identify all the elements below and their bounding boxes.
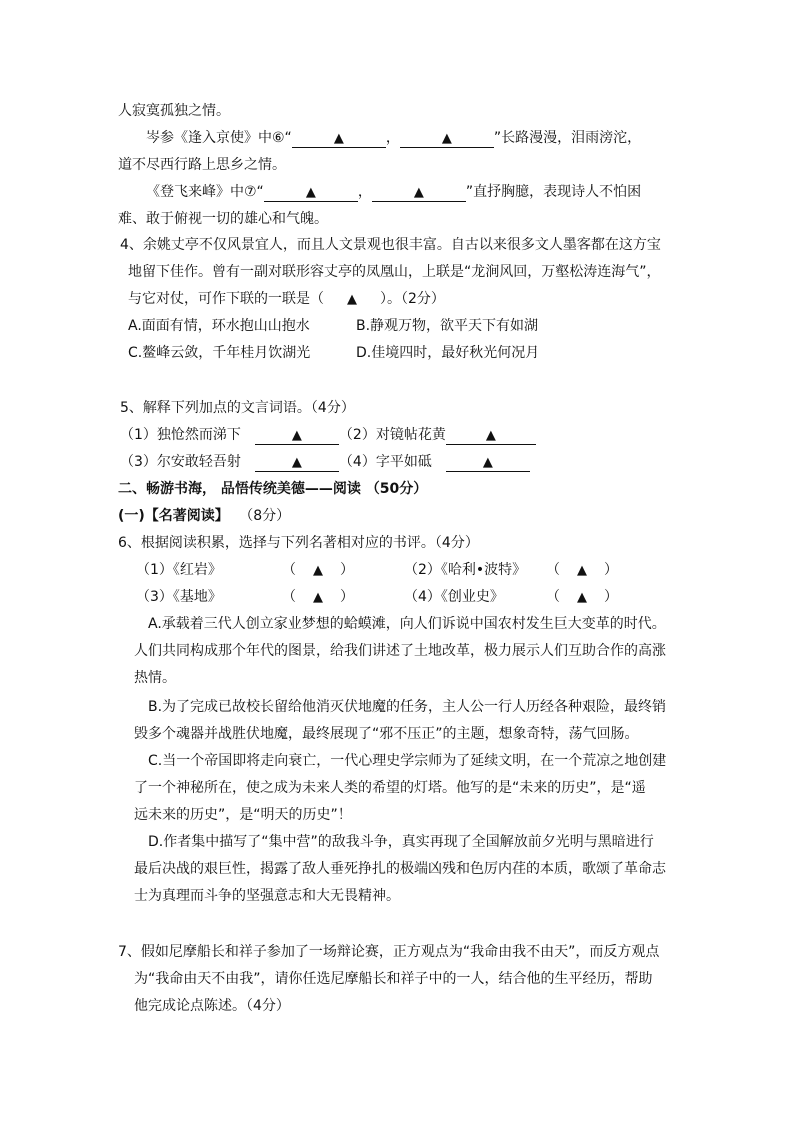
q4-option-b: B.静观万物，欲平天下有如湖: [356, 318, 539, 334]
paren-right: ）: [604, 562, 618, 578]
q4-option-a: A.面面有情，环水抱山山抱水: [128, 318, 310, 334]
q6-review-b-line1: B.为了完成已故校长留给他消灭伏地魔的任务，主人公一行人历经各种艰险，最终销: [148, 699, 667, 715]
triangle-marker-icon: ▲: [413, 185, 424, 200]
q3-dfl-line1: [146, 182, 641, 202]
q6-answer-1[interactable]: [282, 560, 354, 581]
q5-item-1: （1）独怆然而涕下: [120, 427, 241, 443]
triangle-marker-icon: ▲: [313, 590, 323, 605]
q6-answer-2[interactable]: [546, 560, 618, 581]
q6-review-a-line3: 热情。: [134, 670, 176, 686]
q6-book-4: （4）《创业史》: [404, 589, 504, 605]
q6-review-c-line2: 了一个神秘所在，使之成为未来人类的希望的灯塔。他写的是“未来的历史”，是“遥: [134, 780, 646, 796]
q6-review-c-line1: C.当一个帝国即将走向衰亡，一代心理史学宗师为了延续文明，在一个荒凉之地创建: [148, 753, 667, 769]
q5-blank-2[interactable]: [446, 427, 536, 445]
q7-line1: 7、假如尼摩船长和祥子参加了一场辩论赛，正方观点为“我命由我不由天”，而反方观点: [118, 944, 660, 960]
triangle-marker-icon: ▲: [291, 428, 302, 443]
subsection-1-heading: [118, 506, 290, 526]
q4-line1: 4、余姚丈亭不仅风景宜人，而且人文景观也很丰富。自古以来很多文人墨客都在这方宝: [120, 237, 661, 253]
q6-review-d-line2: 最后决战的艰巨性，揭露了敌人垂死挣扎的极端凶残和色厉内荏的本质，歌颂了革命志: [134, 861, 666, 877]
q6-answer-4[interactable]: [546, 587, 618, 608]
paren-right: ）: [340, 589, 354, 605]
q3-tail: 人寂寞孤独之情。: [118, 103, 230, 119]
paren-right: ）: [340, 562, 354, 578]
q6-answer-3[interactable]: [282, 587, 354, 608]
q6-review-a-line1: A.承载着三代人创立家业梦想的蛤蟆滩，向人们诉说中国农村发生巨大变革的时代。: [148, 616, 666, 632]
q5-blank-3[interactable]: [255, 454, 339, 472]
q5-row1: [120, 425, 536, 445]
q4-line3: [128, 289, 445, 310]
q3-dfl-post: ”直抒胸臆，表现诗人不怕困: [465, 184, 642, 200]
triangle-marker-icon: ▲: [577, 563, 587, 578]
q7-line2: 为“我命由天不由我”，请你任选尼摩船长和祥子中的一人，结合他的生平经历，帮助: [134, 971, 653, 987]
triangle-marker-icon: ▲: [313, 563, 323, 578]
q6-book-3: （3）《基地》: [136, 589, 222, 605]
q3-dfl-sep: ，: [357, 184, 372, 200]
q3-cen-prefix: 岑参《逢入京使》中⑥“: [146, 130, 292, 146]
q4-line2: 地留下佳作。曾有一副对联形容丈亭的凤凰山，上联是“龙涧风回，万壑松涛连海气”，: [128, 264, 661, 280]
q4-option-c: C.鳌峰云敛，千年桂月饮湖光: [128, 345, 311, 361]
q6-review-b-line2: 毁多个魂器并战胜伏地魔，最终展现了“邪不压正”的主题，想象奇特，荡气回肠。: [134, 726, 639, 742]
q5-item-2: （2）对镜帖花黄: [338, 427, 446, 443]
triangle-marker-icon: ▲: [577, 590, 587, 605]
q5-blank-4[interactable]: [446, 454, 530, 472]
q3-blank-6a[interactable]: [292, 130, 386, 148]
q3-cen-sep: ，: [385, 130, 400, 146]
q7-line3: 他完成论点陈述。（4分）: [134, 998, 290, 1014]
q5-row2: [120, 452, 530, 472]
q6-book-2: （2）《哈利•波特》: [404, 562, 527, 578]
paren-left: （: [282, 589, 296, 605]
q6-review-d-line1: D.作者集中描写了“集中营”的敌我斗争，真实再现了全国解放前夕光明与黑暗进行: [148, 834, 654, 850]
q6-review-d-line3: 士为真理而斗争的坚强意志和大无畏精神。: [134, 888, 400, 904]
paren-left: （: [546, 589, 560, 605]
triangle-marker-icon: ▲: [482, 455, 493, 470]
q5-title: 5、解释下列加点的文言词语。（4分）: [120, 400, 355, 416]
paren-right: ）: [604, 589, 618, 605]
paren-left: （: [282, 562, 296, 578]
q5-item-4: （4）字平如砥: [338, 454, 432, 470]
q3-cen-line1: [146, 128, 641, 148]
q5-item-3: （3）尔安敢轻吾射: [120, 454, 241, 470]
triangle-marker-icon: ▲: [441, 131, 452, 146]
q4-answer-slot[interactable]: [324, 289, 380, 310]
q3-dfl-line2: 难、敢于俯视一切的雄心和气魄。: [118, 211, 328, 227]
q3-blank-6b[interactable]: [400, 130, 494, 148]
section-2-heading: 二、畅游书海， 品悟传统美德——阅读 （50分）: [118, 481, 428, 497]
q3-blank-7b[interactable]: [372, 184, 466, 202]
q4-stem: 与它对仗，可作下联的一联是（: [128, 291, 324, 307]
q6-review-a-line2: 人们共同构成那个年代的图景，给我们讲述了土地改革，极力展示人们互助合作的高涨: [134, 643, 666, 659]
q3-cen-line2: 道不尽西行路上思乡之情。: [118, 157, 286, 173]
q4-points: ）。（2分）: [380, 291, 445, 307]
q6-title: 6、根据阅读积累，选择与下列名著相对应的书评。（4分）: [118, 535, 479, 551]
q6-book-1: （1）《红岩》: [136, 562, 222, 578]
subsection-1-points: （8分）: [239, 508, 291, 524]
paren-left: （: [546, 562, 560, 578]
q3-cen-post: ”长路漫漫，泪雨滂沱，: [493, 130, 642, 146]
q6-review-c-line3: 远未来的历史”，是“明天的历史”！: [134, 807, 352, 823]
triangle-marker-icon: ▲: [347, 292, 357, 307]
triangle-marker-icon: ▲: [291, 455, 302, 470]
q3-blank-7a[interactable]: [264, 184, 358, 202]
triangle-marker-icon: ▲: [485, 428, 496, 443]
subsection-1-title: (一)【名著阅读】: [118, 508, 229, 524]
triangle-marker-icon: ▲: [305, 185, 316, 200]
q3-dfl-prefix: 《登飞来峰》中⑦“: [146, 184, 264, 200]
triangle-marker-icon: ▲: [333, 131, 344, 146]
q5-blank-1[interactable]: [255, 427, 339, 445]
q4-option-d: D.佳境四时，最好秋光何况月: [356, 345, 540, 361]
